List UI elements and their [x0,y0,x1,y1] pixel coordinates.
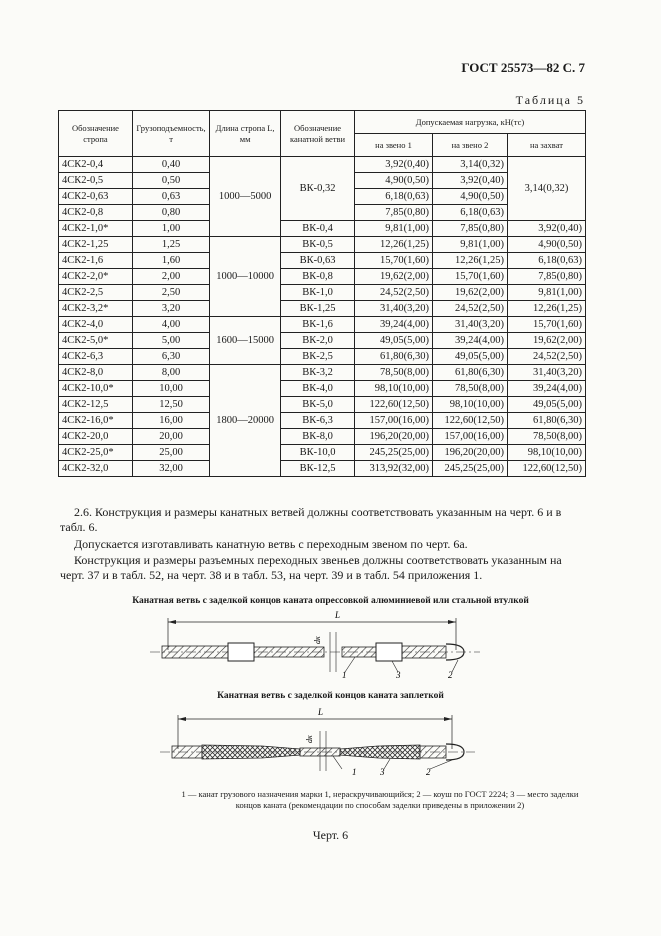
col-header-load: Допускаемая нагрузка, кН(тс) [355,111,586,134]
cell-capacity: 20,00 [132,429,209,445]
cell-designation: 4СК2-0,8 [59,205,133,221]
paragraph-transition-link: Допускается изготавливать канатную ветвь с переходным звеном по черт. 6а. [74,537,468,551]
cell-grip: 15,70(1,60) [507,317,585,333]
col-header-length: Длина стропа L, мм [210,111,281,157]
cell-capacity: 1,00 [132,221,209,237]
cell-designation: 4СК2-16,0* [59,413,133,429]
label-dk: dк [313,636,322,644]
cell-link1: 39,24(4,00) [355,317,433,333]
cell-link1: 7,85(0,80) [355,205,433,221]
table-row [59,413,586,429]
table-row [59,429,586,445]
callout-line-1 [345,657,355,672]
cell-branch: ВК-1,25 [281,301,355,317]
cell-branch: ВК-2,5 [281,349,355,365]
callout-line-2b [430,760,452,769]
cell-link1: 31,40(3,20) [355,301,433,317]
cell-link2: 196,20(20,00) [433,445,508,461]
cell-designation: 4СК2-2,0* [59,269,133,285]
cell-branch: ВК-5,0 [281,397,355,413]
cell-link1: 196,20(20,00) [355,429,433,445]
cell-capacity: 2,50 [132,285,209,301]
cell-link2: 9,81(1,00) [433,237,508,253]
cell-designation: 4СК2-12,5 [59,397,133,413]
figure-spliced [0,705,661,785]
cell-grip: 4,90(0,50) [507,237,585,253]
cell-capacity: 25,00 [132,445,209,461]
cell-capacity: 6,30 [132,349,209,365]
figure-legend: 1 — канат грузового назначения марки 1, нераскручивающийся; 2 — коуш по ГОСТ 2224; 3 — место заделки концов каната (рекомендации по способам заделки приведены в приложении 2) [181,789,579,810]
label-L-2: L [318,707,324,717]
cell-designation: 4СК2-1,0* [59,221,133,237]
cell-link2: 122,60(12,50) [433,413,508,429]
label-dk-2: dк [305,735,314,743]
callout-line-3b [384,759,390,769]
table-row [59,445,586,461]
cell-capacity: 12,50 [132,397,209,413]
cell-link1: 157,00(16,00) [355,413,433,429]
rope-left [162,646,228,658]
cell-link2: 4,90(0,50) [433,189,508,205]
callout-2: 2 [448,670,453,680]
table-row [59,157,586,173]
cell-grip: 7,85(0,80) [507,269,585,285]
cell-branch: ВК-1,0 [281,285,355,301]
cell-link2: 39,24(4,00) [433,333,508,349]
cell-capacity: 3,20 [132,301,209,317]
col-header-link1: на звено 1 [355,134,433,157]
col-header-capacity: Грузоподъемность, т [132,111,209,157]
cell-branch: ВК-2,0 [281,333,355,349]
callout-1b: 1 [352,767,357,777]
cell-link2: 31,40(3,20) [433,317,508,333]
cell-link1: 15,70(1,60) [355,253,433,269]
table-row [59,285,586,301]
table-row [59,221,586,237]
rope-right-2 [420,746,446,758]
page-header: ГОСТ 25573—82 С. 7 [461,60,585,75]
cell-branch: ВК-0,32 [281,157,355,221]
cell-link1: 245,25(25,00) [355,445,433,461]
cell-capacity: 4,00 [132,317,209,333]
cell-grip: 24,52(2,50) [507,349,585,365]
cell-grip: 3,14(0,32) [507,157,585,221]
cell-designation: 4СК2-6,3 [59,349,133,365]
table-row [59,349,586,365]
callout-2b: 2 [426,767,431,777]
col-header-designation: Обозначение стропа [59,111,133,157]
cell-link2: 19,62(2,00) [433,285,508,301]
cell-link2: 24,52(2,50) [433,301,508,317]
cell-link2: 78,50(8,00) [433,381,508,397]
cell-link1: 122,60(12,50) [355,397,433,413]
cell-link1: 6,18(0,63) [355,189,433,205]
cell-branch: ВК-6,3 [281,413,355,429]
table-row [59,397,586,413]
cell-designation: 4СК2-1,6 [59,253,133,269]
cell-link1: 61,80(6,30) [355,349,433,365]
table-label: Таблица 5 [515,93,585,107]
table-row [59,333,586,349]
label-L: L [335,610,341,620]
cell-capacity: 0,40 [132,157,209,173]
table-row [59,381,586,397]
cell-capacity: 2,00 [132,269,209,285]
cell-grip: 9,81(1,00) [507,285,585,301]
cell-designation: 4СК2-0,5 [59,173,133,189]
cell-capacity: 5,00 [132,333,209,349]
cell-length: 1600—15000 [210,317,281,365]
figure-caption-splice: Канатная ветвь с заделкой концов каната заплеткой [217,691,444,701]
cell-link1: 98,10(10,00) [355,381,433,397]
cell-length: 1800—20000 [210,365,281,477]
cell-link1: 3,92(0,40) [355,157,433,173]
cell-link2: 3,14(0,32) [433,157,508,173]
table-row [59,317,586,333]
cell-link2: 15,70(1,60) [433,269,508,285]
cell-capacity: 0,63 [132,189,209,205]
cell-designation: 4СК2-32,0 [59,461,133,477]
cell-branch: ВК-0,5 [281,237,355,253]
rope-left-2 [172,746,202,758]
cell-branch: ВК-8,0 [281,429,355,445]
cell-branch: ВК-10,0 [281,445,355,461]
sleeve-left [228,643,254,661]
splice-right [340,745,420,759]
dimension-L [168,618,456,650]
cell-grip: 49,05(5,00) [507,397,585,413]
cell-link1: 313,92(32,00) [355,461,433,477]
cell-capacity: 16,00 [132,413,209,429]
data-table [58,110,586,477]
cell-capacity: 0,50 [132,173,209,189]
cell-designation: 4СК2-5,0* [59,333,133,349]
table-row [59,269,586,285]
cell-length: 1000—10000 [210,237,281,317]
figure-pressed-sleeve [0,610,661,680]
cell-link2: 7,85(0,80) [433,221,508,237]
cell-grip: 19,62(2,00) [507,333,585,349]
figure-number: Черт. 6 [312,828,349,842]
col-header-branch: Обозначение канатной ветви [281,111,355,157]
cell-grip: 98,10(10,00) [507,445,585,461]
cell-grip: 31,40(3,20) [507,365,585,381]
cell-capacity: 0,80 [132,205,209,221]
cell-link2: 157,00(16,00) [433,429,508,445]
cell-designation: 4СК2-8,0 [59,365,133,381]
cell-branch: ВК-12,5 [281,461,355,477]
table-row [59,237,586,253]
cell-link1: 78,50(8,00) [355,365,433,381]
splice-left [202,745,300,759]
cell-link2: 61,80(6,30) [433,365,508,381]
cell-link2: 49,05(5,00) [433,349,508,365]
cell-length: 1000—5000 [210,157,281,237]
sleeve-right [376,643,402,661]
cell-branch: ВК-1,6 [281,317,355,333]
col-header-link2: на звено 2 [433,134,508,157]
cell-branch: ВК-0,4 [281,221,355,237]
dimension-L-2 [178,715,452,749]
table-row [59,365,586,381]
cell-link1: 24,52(2,50) [355,285,433,301]
cell-grip: 122,60(12,50) [507,461,585,477]
cell-designation: 4СК2-0,63 [59,189,133,205]
cell-link1: 12,26(1,25) [355,237,433,253]
cell-designation: 4СК2-0,4 [59,157,133,173]
cell-branch: ВК-4,0 [281,381,355,397]
paragraph-detachable-links: Конструкция и размеры разъемных переходных звеньев должны соответствовать указанным на черт. 37 и в табл. 52, на черт. 38 и в табл. 53, на черт. 39 и в табл. 54 приложения 1. [60,553,562,582]
cell-designation: 4СК2-25,0* [59,445,133,461]
cell-designation: 4СК2-4,0 [59,317,133,333]
rope-middle-right [342,647,376,657]
cell-link2: 6,18(0,63) [433,205,508,221]
callout-line-1b [333,756,342,769]
callout-3b: 3 [380,767,385,777]
cell-branch: ВК-3,2 [281,365,355,381]
cell-grip: 12,26(1,25) [507,301,585,317]
cell-capacity: 1,25 [132,237,209,253]
rope-middle-left [254,647,324,657]
cell-designation: 4СК2-3,2* [59,301,133,317]
callout-3: 3 [396,670,401,680]
cell-capacity: 10,00 [132,381,209,397]
cell-link2: 12,26(1,25) [433,253,508,269]
cell-link2: 245,25(25,00) [433,461,508,477]
cell-link1: 49,05(5,00) [355,333,433,349]
col-header-grip: на захват [507,134,585,157]
cell-capacity: 32,00 [132,461,209,477]
cell-link1: 9,81(1,00) [355,221,433,237]
cell-link1: 4,90(0,50) [355,173,433,189]
cell-grip: 6,18(0,63) [507,253,585,269]
cell-grip: 78,50(8,00) [507,429,585,445]
cell-designation: 4СК2-10,0* [59,381,133,397]
cell-grip: 3,92(0,40) [507,221,585,237]
callout-line-2 [452,660,458,672]
table-body [59,157,586,477]
cell-designation: 4СК2-1,25 [59,237,133,253]
table-row [59,253,586,269]
cell-designation: 4СК2-2,5 [59,285,133,301]
table-row [59,461,586,477]
cell-link2: 98,10(10,00) [433,397,508,413]
cell-designation: 4СК2-20,0 [59,429,133,445]
cell-branch: ВК-0,8 [281,269,355,285]
cell-branch: ВК-0,63 [281,253,355,269]
cell-grip: 61,80(6,30) [507,413,585,429]
cell-capacity: 8,00 [132,365,209,381]
rope-right [402,646,446,658]
cell-capacity: 1,60 [132,253,209,269]
paragraph-2-6: 2.6. Конструкция и размеры канатных ветвей должны соответствовать указанным на черт. 6 и в табл. 6. [60,505,562,534]
figure-caption-pressed: Канатная ветвь с заделкой концов каната опрессовкой алюминиевой или стальной втулкой [132,596,529,606]
cell-grip: 39,24(4,00) [507,381,585,397]
cell-link2: 3,92(0,40) [433,173,508,189]
table-row [59,301,586,317]
cell-link1: 19,62(2,00) [355,269,433,285]
callout-1: 1 [342,670,347,680]
